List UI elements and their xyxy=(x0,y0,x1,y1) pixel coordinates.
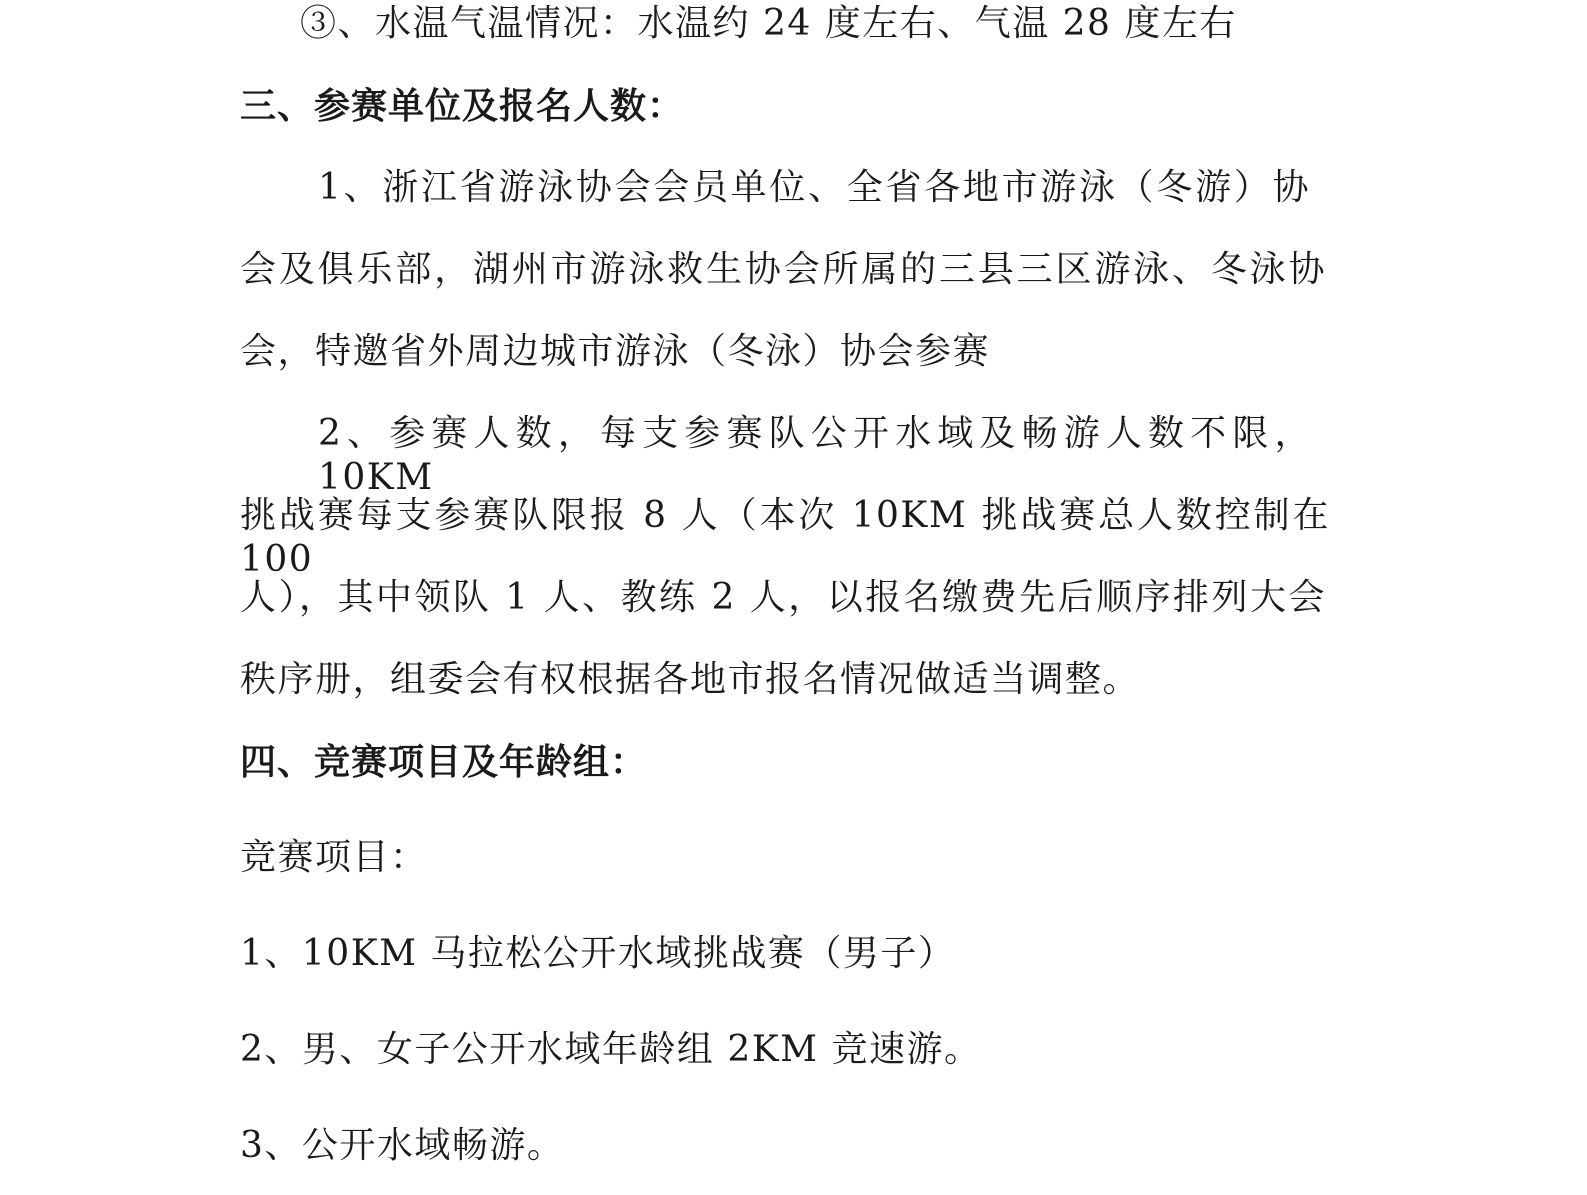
para1-line3: 会，特邀省外周边城市游泳（冬泳）协会参赛 xyxy=(240,331,991,372)
water-temp-line: ③、水温气温情况：水温约 24 度左右、气温 28 度左右 xyxy=(300,3,1237,44)
para2-line2: 挑战赛每支参赛队限报 8 人（本次 10KM 挑战赛总人数控制在 100 xyxy=(240,495,1330,580)
para2-line1: 2、参赛人数，每支参赛队公开水域及畅游人数不限，10KM xyxy=(318,413,1312,498)
event-item-1: 1、10KM 马拉松公开水域挑战赛（男子） xyxy=(240,933,956,974)
para2-line4: 秩序册，组委会有权根据各地市报名情况做适当调整。 xyxy=(240,659,1141,700)
events-label: 竞赛项目： xyxy=(240,837,428,878)
section-heading-3: 三、参赛单位及报名人数： xyxy=(240,85,685,127)
section-heading-4: 四、竞赛项目及年龄组： xyxy=(240,741,648,783)
para2-line3: 人），其中领队 1 人、教练 2 人，以报名缴费先后顺序排列大会 xyxy=(240,577,1326,618)
event-item-2: 2、男、女子公开水域年龄组 2KM 竞速游。 xyxy=(240,1029,982,1070)
para1-line2: 会及俱乐部，湖州市游泳救生协会所属的三县三区游泳、冬泳协 xyxy=(240,249,1326,290)
para1-line1: 1、浙江省游泳协会会员单位、全省各地市游泳（冬游）协 xyxy=(318,167,1310,208)
event-item-3: 3、公开水域畅游。 xyxy=(240,1125,565,1166)
